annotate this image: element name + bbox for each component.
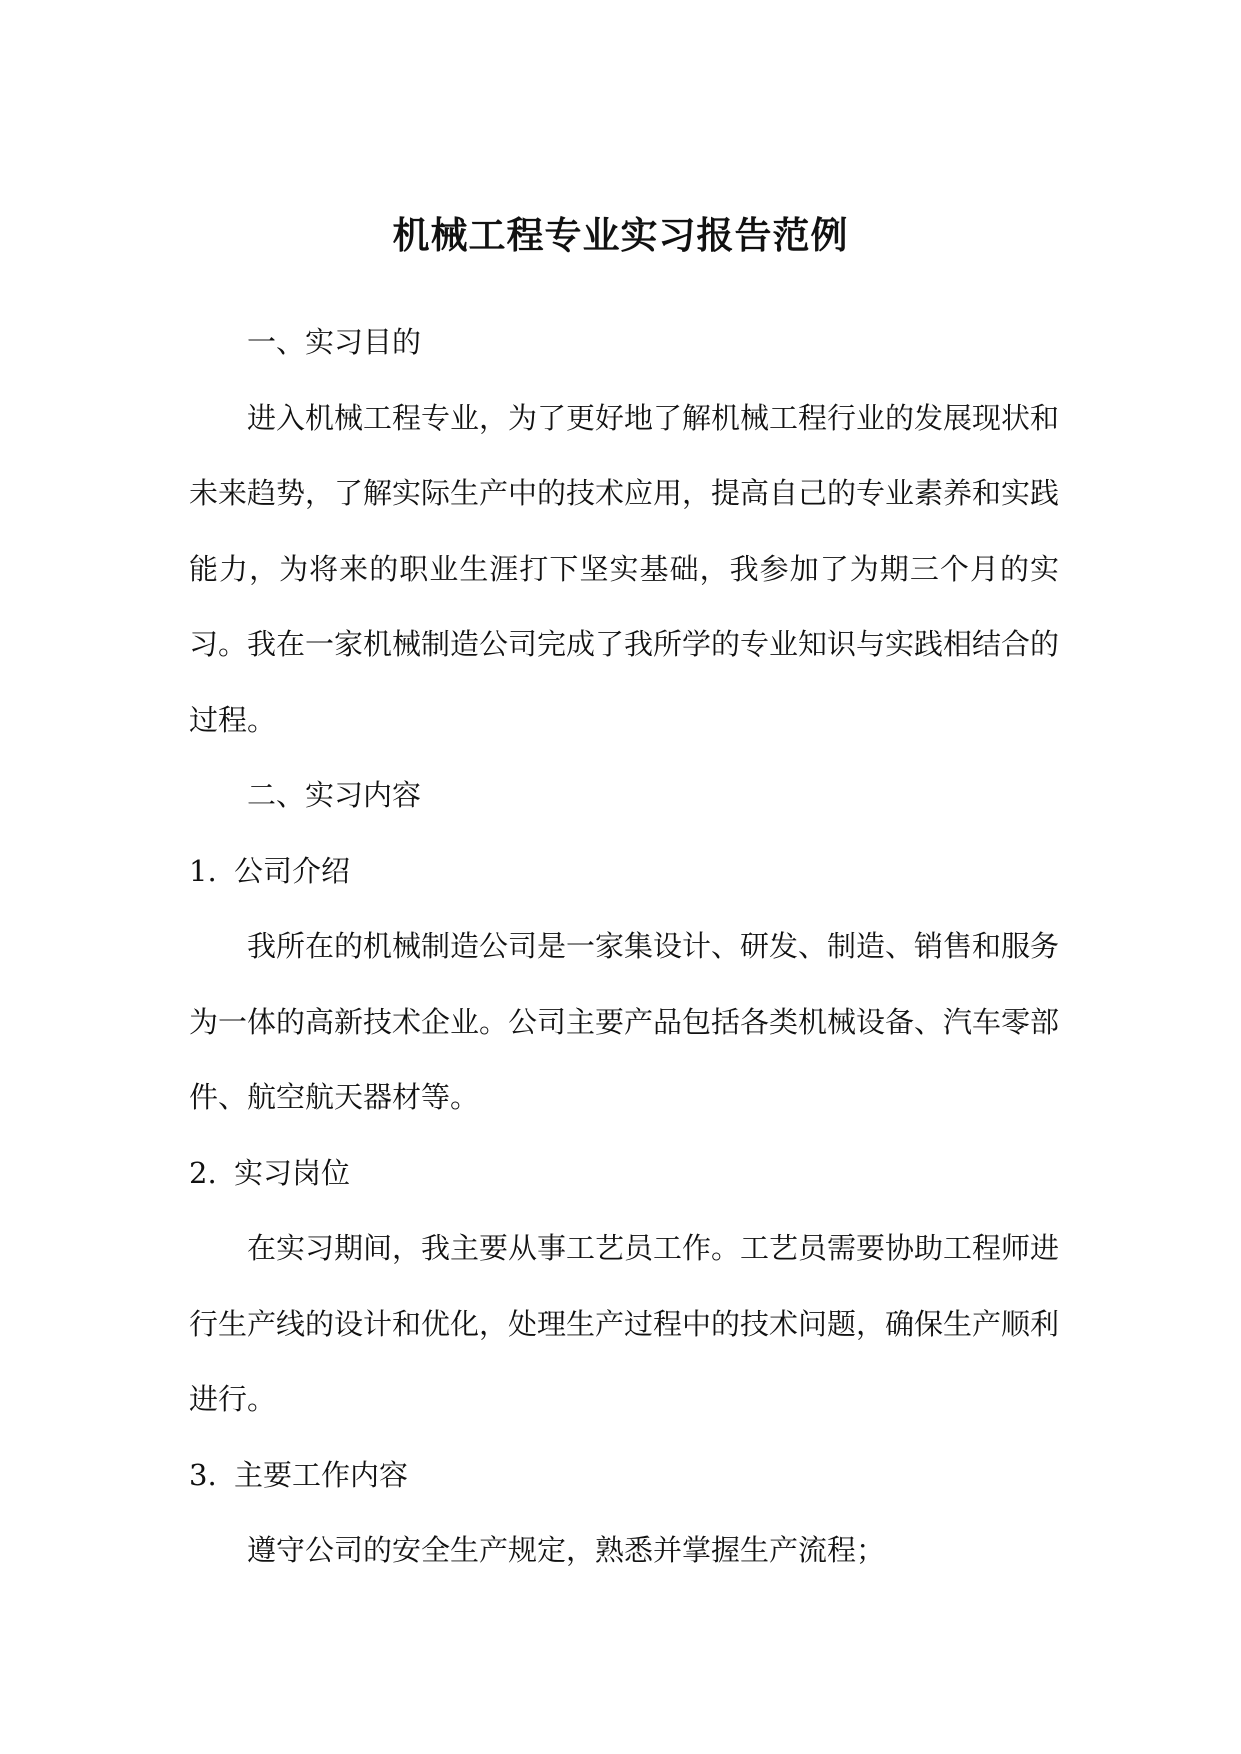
subheading-work [189, 1438, 1059, 1514]
subheading-label: 公司介绍 [234, 853, 351, 888]
list-number: 3. [189, 1457, 217, 1492]
subheading-label: 主要工作内容 [234, 1457, 409, 1492]
paragraph-work: 遵守公司的安全生产规定，熟悉并掌握生产流程； [247, 1533, 886, 1567]
paragraph-position: 在实习期间，我主要从事工艺员工作。工艺员需要协助工程师进行生产线的设计和优化，处理生产过程中的技术问题，确保生产顺利进行。 [189, 1231, 1060, 1416]
list-number: 2. [189, 1155, 217, 1190]
subheading-label: 实习岗位 [234, 1155, 351, 1190]
subheading-company [189, 834, 1059, 910]
paragraph-company: 我所在的机械制造公司是一家集设计、研发、制造、销售和服务为一体的高新技术企业。公司主要产品包括各类机械设备、汽车零部件、航空航天器材等。 [189, 929, 1060, 1114]
subheading-position [189, 1136, 1059, 1212]
section-heading-purpose: 一、实习目的 [247, 325, 422, 359]
paragraph-purpose: 进入机械工程专业，为了更好地了解机械工程行业的发展现状和未来趋势，了解实际生产中的技术应用，提高自己的专业素养和实践能力，为将来的职业生涯打下坚实基础，我参加了为期三个月的实习。我在一家机械制造公司完成了我所学的专业知识与实践相结合的过程。 [189, 400, 1060, 737]
document-body [189, 305, 1059, 1589]
document-title: 机械工程专业实习报告范例 [392, 212, 849, 257]
list-number: 1. [189, 853, 217, 888]
section-heading-content: 二、实习内容 [247, 778, 422, 812]
